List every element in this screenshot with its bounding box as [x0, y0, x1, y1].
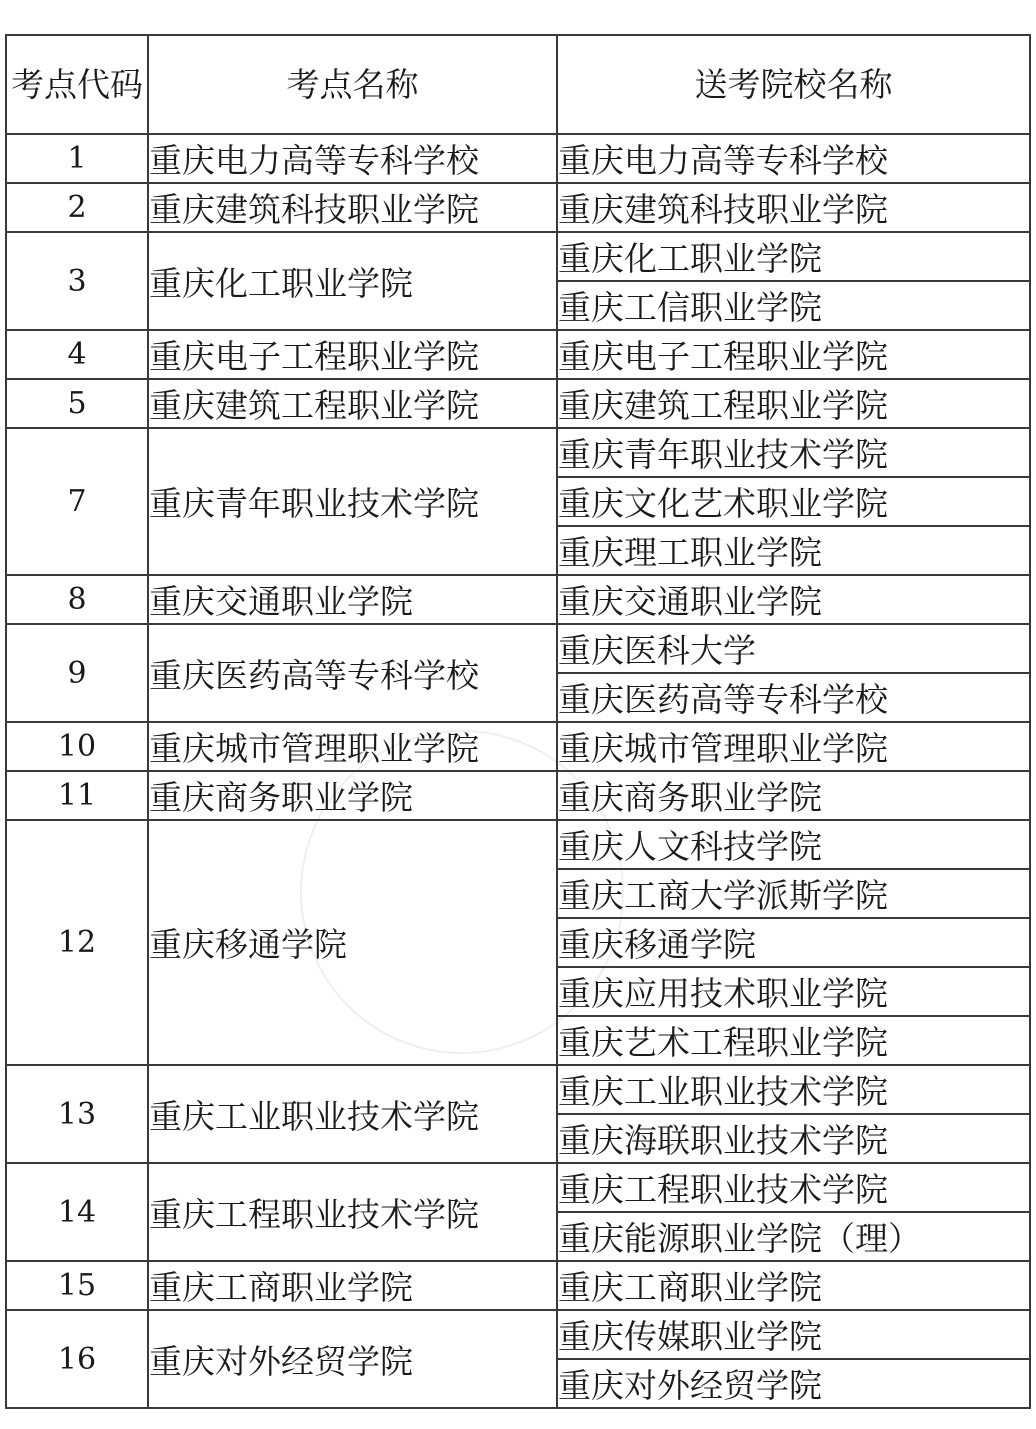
school-name-cell: 重庆艺术工程职业学院	[557, 1016, 1030, 1065]
site-name-cell: 重庆对外经贸学院	[148, 1310, 557, 1408]
school-name-cell: 重庆建筑科技职业学院	[557, 183, 1030, 232]
school-name-cell: 重庆人文科技学院	[557, 820, 1030, 869]
site-code-cell: 10	[6, 722, 148, 771]
school-name-cell: 重庆电力高等专科学校	[557, 134, 1030, 183]
school-name-cell: 重庆商务职业学院	[557, 771, 1030, 820]
site-name-cell: 重庆商务职业学院	[148, 771, 557, 820]
site-name-cell: 重庆城市管理职业学院	[148, 722, 557, 771]
site-name-cell: 重庆交通职业学院	[148, 575, 557, 624]
table-row	[6, 624, 1030, 673]
school-name-cell: 重庆理工职业学院	[557, 526, 1030, 575]
table-row	[6, 1065, 1030, 1114]
table-row	[6, 575, 1030, 624]
site-code-cell: 5	[6, 379, 148, 428]
table-row	[6, 1163, 1030, 1212]
school-name-cell: 重庆能源职业学院（理）	[557, 1212, 1030, 1261]
site-code-cell: 4	[6, 330, 148, 379]
school-name-cell: 重庆建筑工程职业学院	[557, 379, 1030, 428]
site-code-cell: 16	[6, 1310, 148, 1408]
site-code-cell: 9	[6, 624, 148, 722]
site-code-cell: 11	[6, 771, 148, 820]
table-row	[6, 379, 1030, 428]
school-name-cell: 重庆城市管理职业学院	[557, 722, 1030, 771]
school-name-cell: 重庆工业职业技术学院	[557, 1065, 1030, 1114]
header-site-name: 考点名称	[148, 35, 557, 134]
school-name-cell: 重庆青年职业技术学院	[557, 428, 1030, 477]
header-site-code: 考点代码	[6, 35, 148, 134]
site-code-cell: 1	[6, 134, 148, 183]
table-row	[6, 330, 1030, 379]
site-name-cell: 重庆电子工程职业学院	[148, 330, 557, 379]
header-school-name: 送考院校名称	[557, 35, 1030, 134]
site-name-cell: 重庆建筑工程职业学院	[148, 379, 557, 428]
site-name-cell: 重庆建筑科技职业学院	[148, 183, 557, 232]
school-name-cell: 重庆电子工程职业学院	[557, 330, 1030, 379]
table-header-row	[6, 35, 1030, 134]
site-name-cell: 重庆化工职业学院	[148, 232, 557, 330]
table-row	[6, 428, 1030, 477]
site-code-cell: 13	[6, 1065, 148, 1163]
school-name-cell: 重庆交通职业学院	[557, 575, 1030, 624]
site-name-cell: 重庆移通学院	[148, 820, 557, 1065]
school-name-cell: 重庆医科大学	[557, 624, 1030, 673]
school-name-cell: 重庆传媒职业学院	[557, 1310, 1030, 1359]
site-name-cell: 重庆医药高等专科学校	[148, 624, 557, 722]
exam-site-table	[5, 34, 1031, 1409]
school-name-cell: 重庆工程职业技术学院	[557, 1163, 1030, 1212]
site-code-cell: 15	[6, 1261, 148, 1310]
site-code-cell: 12	[6, 820, 148, 1065]
school-name-cell: 重庆工商职业学院	[557, 1261, 1030, 1310]
table-row	[6, 771, 1030, 820]
site-name-cell: 重庆电力高等专科学校	[148, 134, 557, 183]
table-row	[6, 183, 1030, 232]
site-code-cell: 2	[6, 183, 148, 232]
school-name-cell: 重庆工信职业学院	[557, 281, 1030, 330]
site-code-cell: 3	[6, 232, 148, 330]
table-row	[6, 232, 1030, 281]
table-row	[6, 134, 1030, 183]
table-row	[6, 1261, 1030, 1310]
school-name-cell: 重庆对外经贸学院	[557, 1359, 1030, 1408]
school-name-cell: 重庆移通学院	[557, 918, 1030, 967]
site-name-cell: 重庆青年职业技术学院	[148, 428, 557, 575]
table-row	[6, 820, 1030, 869]
school-name-cell: 重庆医药高等专科学校	[557, 673, 1030, 722]
site-code-cell: 14	[6, 1163, 148, 1261]
table-body	[6, 134, 1030, 1408]
site-code-cell: 7	[6, 428, 148, 575]
school-name-cell: 重庆文化艺术职业学院	[557, 477, 1030, 526]
site-code-cell: 8	[6, 575, 148, 624]
school-name-cell: 重庆海联职业技术学院	[557, 1114, 1030, 1163]
school-name-cell: 重庆化工职业学院	[557, 232, 1030, 281]
site-name-cell: 重庆工业职业技术学院	[148, 1065, 557, 1163]
table-row	[6, 1310, 1030, 1359]
site-name-cell: 重庆工商职业学院	[148, 1261, 557, 1310]
school-name-cell: 重庆应用技术职业学院	[557, 967, 1030, 1016]
school-name-cell: 重庆工商大学派斯学院	[557, 869, 1030, 918]
site-name-cell: 重庆工程职业技术学院	[148, 1163, 557, 1261]
table-row	[6, 722, 1030, 771]
